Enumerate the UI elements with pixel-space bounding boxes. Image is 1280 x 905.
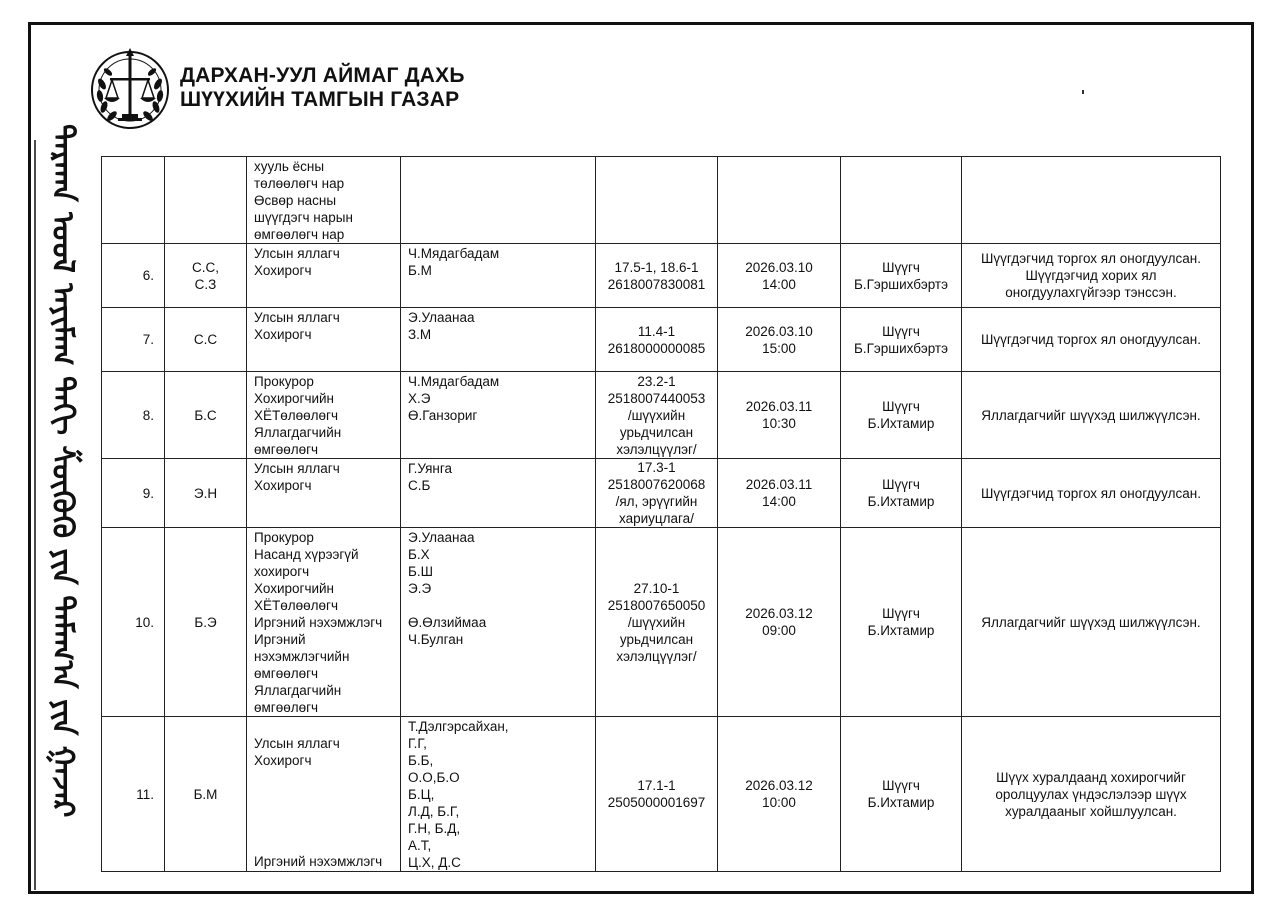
hearing-datetime: 2026.03.11 14:00: [718, 459, 841, 528]
table-row: [102, 528, 1221, 717]
table-row: [102, 157, 1221, 244]
hearing-result: Шүүх хуралдаанд хохирогчийг оролцуулах үндэслэлээр шүүх хуралдааныг хойшлуулсан.: [962, 717, 1221, 872]
title-line-1: ДАРХАН-УУЛ АЙМАГ ДАХЬ: [180, 64, 465, 87]
judge-name: Шүүгч Б.Ихтамир: [841, 528, 962, 717]
article-and-case-number: 11.4-1 2618000000085: [596, 308, 718, 372]
defendant-name: Б.Э: [165, 528, 247, 717]
defendant-name: Б.М: [165, 717, 247, 872]
judge-name: Шүүгч Б.Ихтамир: [841, 459, 962, 528]
table-row: [102, 372, 1221, 459]
hearing-datetime: 2026.03.12 09:00: [718, 528, 841, 717]
hearing-datetime: 2026.03.10 15:00: [718, 308, 841, 372]
participant-names: Г.Уянга С.Б: [401, 459, 596, 528]
hearing-datetime: 2026.03.12 10:00: [718, 717, 841, 872]
participant-names: Э.Улаанаа З.М: [401, 308, 596, 372]
hearing-datetime: [718, 157, 841, 244]
participant-roles: Улсын яллагч Хохирогч: [247, 244, 401, 308]
table-row: [102, 459, 1221, 528]
participant-roles-tail: Иргэний нэхэмжлэгч: [254, 854, 383, 869]
hearing-result: Яллагдагчийг шүүхэд шилжүүлсэн.: [962, 528, 1221, 717]
defendant-name: Б.С: [165, 372, 247, 459]
participant-roles-main: Улсын яллагч Хохирогч: [254, 736, 340, 768]
row-number: 11.: [102, 717, 165, 872]
article-and-case-number: 27.10-1 2518007650050 /шүүхийн урьдчилсан хэлэлцүүлэг/: [596, 528, 718, 717]
side-mongolian-script: ᠳᠠᠷᠬᠠᠨ ᠤᠤᠯ ᠠᠶᠢᠮᠠᠭ ᠳᠠᠬᠢ ᠱᠦᠭᠦᠬᠦ ᠶᠢᠨ ᠲᠠᠮᠠᠭ᠎ᠠ ᠶᠢᠨ ᠭᠠᠵᠠᠷ: [42, 124, 82, 804]
hearing-datetime: 2026.03.10 14:00: [718, 244, 841, 308]
hearing-result: [962, 157, 1221, 244]
participant-roles: Прокурор Хохирогчийн ХЁТөлөөлөгч Яллагдагчийн өмгөөлөгч: [247, 372, 401, 459]
participant-names: Ч.Мядагбадам Б.М: [401, 244, 596, 308]
court-schedule-table: [101, 156, 1221, 872]
judge-name: Шүүгч Б.Ихтамир: [841, 717, 962, 872]
participant-names: Э.Улаанаа Б.Х Б.Ш Э.Э Ө.Өлзиймаа Ч.Булган: [401, 528, 596, 717]
defendant-name: С.С, С.З: [165, 244, 247, 308]
side-margin: [0, 0, 80, 905]
participant-roles: Прокурор Насанд хүрээгүй хохирогч Хохирогчийн ХЁТөлөөлөгч Иргэний нэхэмжлэгч Иргэний нэхэмжлэгчийн өмгөөлөгч Яллагдагчийн өмгөөлөгч: [247, 528, 401, 717]
title-line-2: ШҮҮХИЙН ТАМГЫН ГАЗАР: [180, 88, 460, 111]
defendant-name: Э.Н: [165, 459, 247, 528]
row-number: 10.: [102, 528, 165, 717]
scan-speck: [1082, 90, 1084, 94]
defendant-name: С.С: [165, 308, 247, 372]
judge-name: Шүүгч Б.Гэршихбэртэ: [841, 308, 962, 372]
hearing-result: Шүүгдэгчид торгох ял оногдуулсан.: [962, 459, 1221, 528]
participant-roles: Улсын яллагч Хохирогч: [247, 308, 401, 372]
row-number: 8.: [102, 372, 165, 459]
table-row: [102, 308, 1221, 372]
defendant-name: [165, 157, 247, 244]
article-and-case-number: 23.2-1 2518007440053 /шүүхийн урьдчилсан хэлэлцүүлэг/: [596, 372, 718, 459]
article-and-case-number: 17.1-1 2505000001697: [596, 717, 718, 872]
court-emblem-icon: [88, 44, 172, 132]
hearing-result: Шүүгдэгчид торгох ял оногдуулсан.: [962, 308, 1221, 372]
judge-name: Шүүгч Б.Ихтамир: [841, 372, 962, 459]
participant-names: Ч.Мядагбадам Х.Э Ө.Ганзориг: [401, 372, 596, 459]
row-number: 9.: [102, 459, 165, 528]
judge-name: Шүүгч Б.Гэршихбэртэ: [841, 244, 962, 308]
hearing-datetime: 2026.03.11 10:30: [718, 372, 841, 459]
table-row: [102, 244, 1221, 308]
article-and-case-number: 17.3-1 2518007620068 /ял, эрүүгийн хариуцлага/: [596, 459, 718, 528]
hearing-result: Яллагдагчийг шүүхэд шилжүүлсэн.: [962, 372, 1221, 459]
participant-roles: [247, 717, 401, 872]
row-number: 6.: [102, 244, 165, 308]
participant-roles: хууль ёсны төлөөлөгч нар Өсвөр насны шүүгдэгч нарын өмгөөлөгч нар: [247, 157, 401, 244]
row-number: 7.: [102, 308, 165, 372]
hearing-result: Шүүгдэгчид торгох ял оногдуулсан. Шүүгдэгчид хорих ял оногдуулахгүйгээр тэнссэн.: [962, 244, 1221, 308]
article-and-case-number: 17.5-1, 18.6-1 2618007830081: [596, 244, 718, 308]
judge-name: [841, 157, 962, 244]
table-row: [102, 717, 1221, 872]
row-number: [102, 157, 165, 244]
page-title: [180, 64, 465, 112]
participant-names: [401, 157, 596, 244]
participant-names: Т.Дэлгэрсайхан, Г.Г, Б.Б, О.О,Б.О Б.Ц, Л.Д, Б.Г, Г.Н, Б.Д, А.Т, Ц.Х, Д.С: [401, 717, 596, 872]
article-and-case-number: [596, 157, 718, 244]
participant-roles: Улсын яллагч Хохирогч: [247, 459, 401, 528]
